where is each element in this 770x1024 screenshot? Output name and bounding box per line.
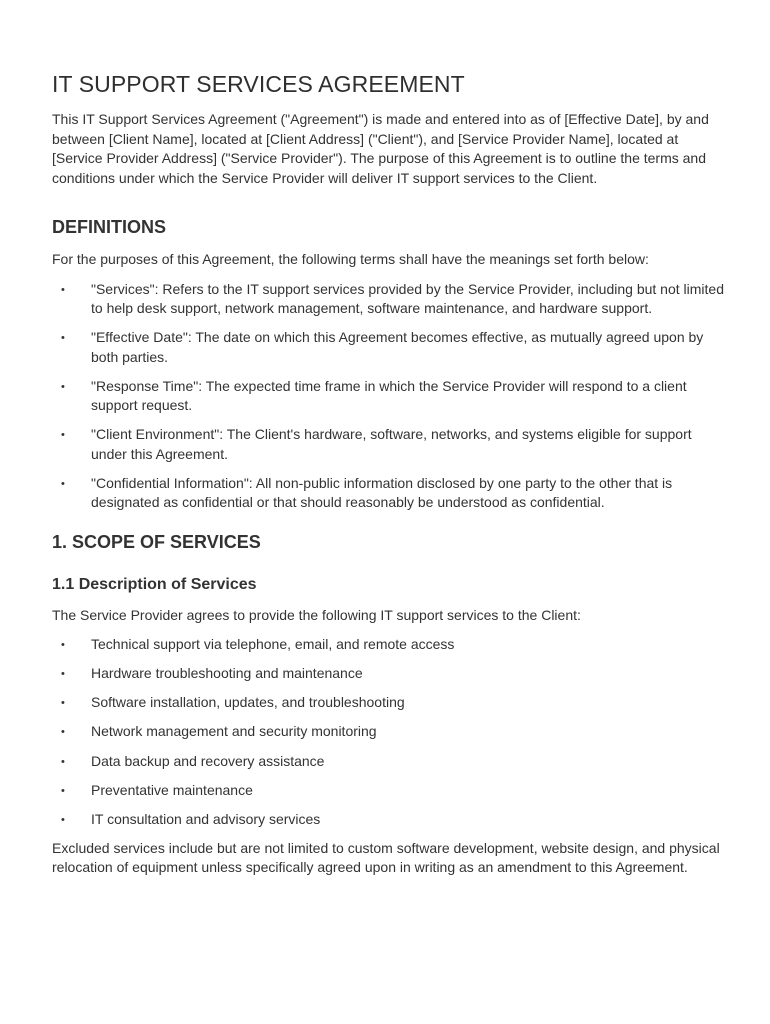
service-item: [52, 693, 724, 713]
definitions-intro: For the purposes of this Agreement, the following terms shall have the meanings set forth below:: [52, 251, 649, 267]
service-item: [52, 722, 724, 742]
bullet-icon: •: [61, 477, 65, 490]
bullet-icon: •: [61, 429, 65, 441]
definition-text: "Effective Date": The date on which this Agreement becomes effective, as mutually agreed upon by both parties.: [91, 329, 704, 365]
service-text: Technical support via telephone, email, and remote access: [91, 635, 455, 652]
service-text: Hardware troubleshooting and maintenance: [91, 664, 363, 681]
services-intro: The Service Provider agrees to provide the following IT support services to the Client:: [52, 606, 581, 623]
bullet-icon: •: [61, 784, 65, 797]
definitions-list: [52, 280, 724, 513]
bullet-icon: •: [61, 283, 65, 296]
bullet-icon: •: [61, 755, 65, 768]
scope-heading: 1. SCOPE OF SERVICES: [52, 531, 261, 552]
document-title: IT SUPPORT SERVICES AGREEMENT: [52, 71, 465, 97]
bullet-icon: •: [61, 726, 65, 739]
definition-item: [52, 280, 724, 319]
services-list: [52, 635, 724, 830]
service-item: [52, 635, 724, 655]
service-text: IT consultation and advisory services: [91, 811, 321, 828]
definition-text: "Confidential Information": All non-public information disclosed by one party to the other that is designated as confidential or that should reasonably be understood as confidential.: [91, 474, 673, 510]
definition-item: [52, 328, 724, 367]
description-subheading: 1.1 Description of Services: [52, 575, 257, 593]
service-text: Network management and security monitoring: [91, 723, 377, 740]
service-text: Data backup and recovery assistance: [91, 752, 325, 769]
service-text: Preventative maintenance: [91, 781, 253, 798]
definition-item: [52, 377, 724, 416]
service-text: Software installation, updates, and troubleshooting: [91, 694, 405, 711]
bullet-icon: •: [61, 667, 65, 680]
bullet-icon: •: [61, 332, 65, 344]
definition-item: [52, 425, 724, 464]
bullet-icon: •: [61, 814, 65, 827]
definition-text: "Services": Refers to the IT support services provided by the Service Provider, including but not limited to help desk support, network management, software maintenance, and hardware support.: [91, 280, 724, 316]
service-item: [52, 810, 724, 830]
service-item: [52, 752, 724, 772]
bullet-icon: •: [61, 380, 65, 393]
bullet-icon: •: [61, 697, 65, 710]
service-item: [52, 664, 724, 684]
intro-paragraph: This IT Support Services Agreement ("Agreement") is made and entered into as of [Effective Date], by and between [Client Name], located at [Client Address] ("Client"), and [Service Provider Name], located at [Service Provider Address] ("Service Provider"). The purpose of this Agreement is to outline the terms and conditions under which the Service Provider will deliver IT support services to the Client.: [52, 111, 709, 186]
excluded-services-paragraph: Excluded services include but are not limited to custom software development, website design, and physical relocation of equipment unless specifically agreed upon in writing as an amendment to this Agreement.: [52, 839, 720, 876]
bullet-icon: •: [61, 638, 65, 651]
definition-text: "Response Time": The expected time frame in which the Service Provider will respond to a client support request.: [91, 377, 687, 413]
definitions-heading: DEFINITIONS: [52, 217, 167, 237]
definition-item: [52, 474, 724, 513]
service-item: [52, 781, 724, 801]
definition-text: "Client Environment": The Client's hardware, software, networks, and systems eligible for support under this Agreement.: [91, 426, 692, 462]
